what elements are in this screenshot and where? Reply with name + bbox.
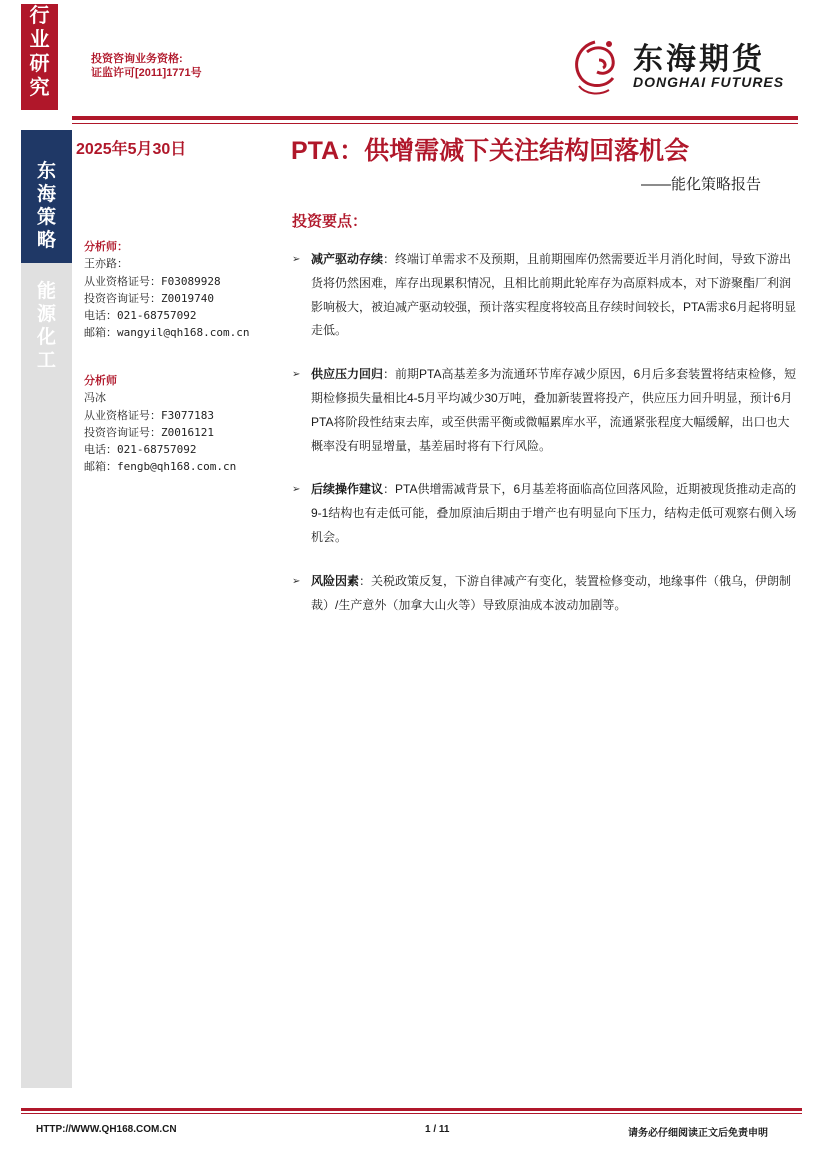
qualification	[91, 52, 202, 80]
point-lead: 供应压力回归	[311, 367, 384, 382]
practice-cert: 从业资格证号：F3077183	[84, 409, 214, 422]
point-text: ：前期PTA高基差多为流通环节库存减少原因，6月后多套装置将结束检修，短期检修损失量相比4-5月平均减少30万吨，叠加新装置将投产，供应压力回升明显，预计6月PTA将阶段性结束去库，或至供需平衡或微幅累库水平，流通紧张程度大幅缓解，出口也大概率没有明显增量，基差届时将有下行风险。	[311, 367, 797, 453]
point-lead: 后续操作建议	[311, 482, 384, 497]
list-item	[292, 363, 800, 458]
sidebar-char: 工	[36, 350, 56, 371]
arrow-bullet-icon: ➢	[292, 254, 301, 265]
category-char: 研	[29, 53, 50, 75]
analyst-block	[84, 239, 249, 341]
category-char: 行	[29, 5, 50, 27]
sidebar-char: 策	[36, 207, 56, 228]
header-divider-thin	[72, 123, 798, 124]
sidebar-char: 略	[36, 230, 56, 251]
arrow-bullet-icon: ➢	[292, 484, 301, 496]
arrow-bullet-icon: ➢	[292, 575, 301, 587]
header-divider	[72, 116, 798, 120]
company-logo	[565, 30, 795, 100]
list-item	[292, 248, 800, 343]
analyst-label: 分析师	[84, 375, 117, 387]
analyst-name: 王亦路：	[84, 258, 128, 270]
qualification-line: 证监许可[2011]1771号	[91, 67, 202, 79]
disclaimer-note: 请务必仔细阅读正文后免责申明	[628, 1128, 768, 1139]
list-item	[292, 478, 800, 549]
footer-url-link[interactable]: HTTP://WWW.QH168.COM.CN	[36, 1124, 177, 1135]
footer-divider	[21, 1108, 802, 1111]
category-char: 究	[29, 77, 50, 99]
category-char: 业	[29, 29, 50, 51]
logo-en-text: DONGHAI FUTURES	[633, 74, 785, 90]
sidebar-char: 海	[36, 184, 56, 205]
section-heading: 投资要点：	[292, 213, 368, 230]
point-lead: 减产驱动存续	[311, 252, 384, 266]
key-points-list	[292, 248, 800, 637]
analyst-block	[84, 373, 236, 475]
sidebar-label-sector	[21, 268, 72, 388]
sidebar-char: 化	[36, 327, 56, 348]
advisory-cert: 投资咨询证号：Z0016121	[84, 426, 214, 439]
sidebar-label-strategy	[21, 130, 72, 263]
sidebar-char: 东	[36, 161, 56, 182]
analyst-email[interactable]: 邮箱：wangyil@qh168.com.cn	[84, 326, 250, 339]
report-title: PTA：供增需减下关注结构回落机会	[291, 137, 690, 165]
list-item	[292, 570, 800, 618]
analyst-phone: 电话：021-68757092	[84, 443, 197, 456]
category-tag	[21, 4, 58, 110]
practice-cert: 从业资格证号：F03089928	[84, 275, 221, 288]
analyst-phone: 电话：021-68757092	[84, 309, 197, 322]
report-date: 2025年5月30日	[76, 141, 187, 158]
sidebar-char: 能	[36, 281, 56, 302]
sidebar-char: 源	[36, 304, 56, 325]
qualification-line: 投资咨询业务资格:	[91, 53, 183, 65]
analyst-name: 冯冰	[84, 392, 106, 404]
footer-divider-thin	[21, 1113, 802, 1114]
analyst-label: 分析师：	[84, 241, 128, 253]
page-number: 1 / 11	[425, 1124, 450, 1135]
analyst-email[interactable]: 邮箱：fengb@qh168.com.cn	[84, 460, 237, 473]
logo-cn-text: 东海期货	[633, 42, 765, 77]
point-text: ：终端订单需求不及预期，且前期囤库仍然需要近半月消化时间，导致下游出货将仍然困难，库存出现累积情况，且相比前期此轮库存为高原料成本，对下游聚酯厂利润影响极大，被迫减产驱动较强，预计落实程度将较高且存续时间较长，PTA需求6月起将明显走低。	[311, 252, 797, 338]
advisory-cert: 投资咨询证号：Z0019740	[84, 292, 214, 305]
arrow-bullet-icon: ➢	[292, 369, 301, 381]
point-text: ：PTA供增需减背景下，6月基差将面临高位回落风险，近期被现货推动走高的9-1结构也有走低可能，叠加原油后期由于增产也有明显向下压力，结构走低可观察右侧入场机会。	[311, 482, 797, 544]
report-subtitle: ——能化策略报告	[641, 176, 762, 193]
point-text: ：关税政策反复，下游自律减产有变化，装置检修变动，地缘事件（俄乌，伊朗制裁）/生产意外（加拿大山火等）导致原油成本波动加剧等。	[311, 573, 792, 612]
point-lead: 风险因素	[311, 573, 360, 588]
